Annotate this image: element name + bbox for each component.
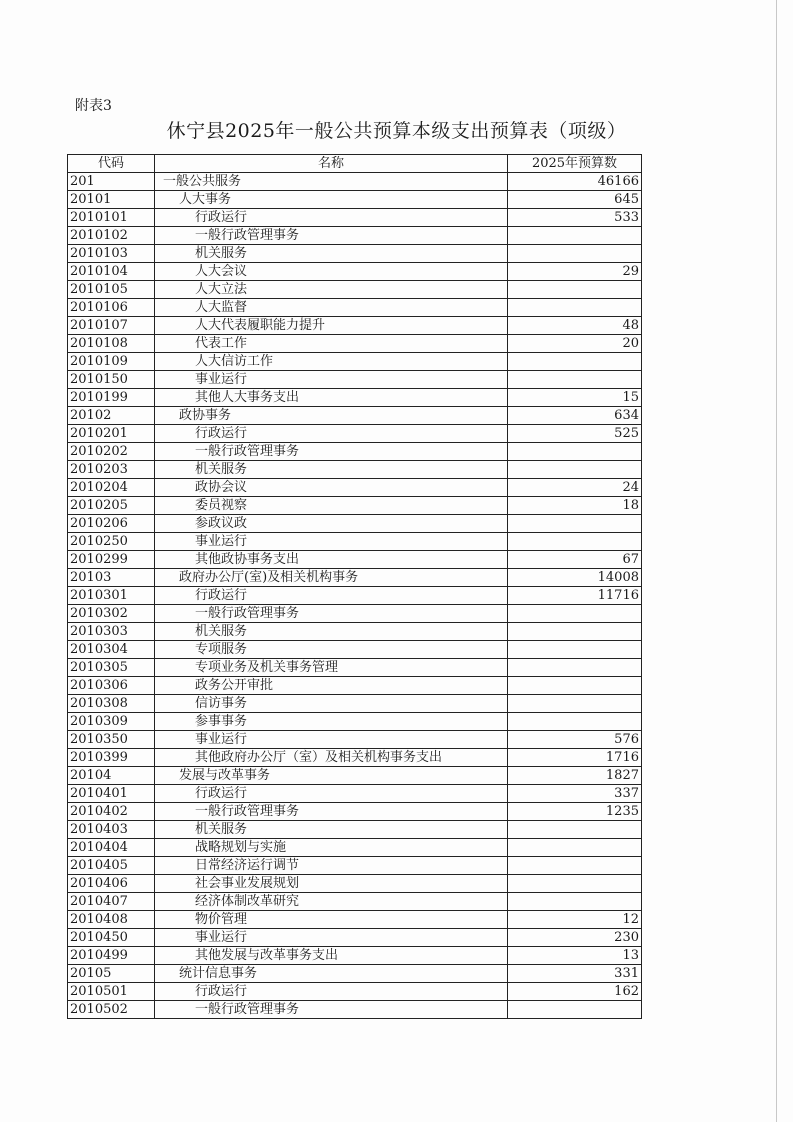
name-cell: 人大会议 bbox=[155, 263, 508, 281]
name-cell: 代表工作 bbox=[155, 335, 508, 353]
table-row bbox=[68, 497, 642, 515]
code-cell: 2010204 bbox=[68, 479, 155, 497]
code-cell: 2010309 bbox=[68, 713, 155, 731]
name-cell: 一般行政管理事务 bbox=[155, 1001, 508, 1019]
name-cell: 专项服务 bbox=[155, 641, 508, 659]
name-cell: 战略规划与实施 bbox=[155, 839, 508, 857]
amount-cell: 67 bbox=[508, 551, 642, 569]
name-cell: 政协会议 bbox=[155, 479, 508, 497]
table-row bbox=[68, 605, 642, 623]
code-cell: 2010109 bbox=[68, 353, 155, 371]
amount-cell: 576 bbox=[508, 731, 642, 749]
table-row bbox=[68, 965, 642, 983]
amount-cell: 533 bbox=[508, 209, 642, 227]
name-cell: 事业运行 bbox=[155, 533, 508, 551]
code-cell: 2010103 bbox=[68, 245, 155, 263]
name-cell: 参政议政 bbox=[155, 515, 508, 533]
name-cell: 其他人大事务支出 bbox=[155, 389, 508, 407]
code-cell: 201 bbox=[68, 173, 155, 191]
name-cell: 人大立法 bbox=[155, 281, 508, 299]
name-cell: 行政运行 bbox=[155, 785, 508, 803]
name-cell: 事业运行 bbox=[155, 371, 508, 389]
name-cell: 机关服务 bbox=[155, 821, 508, 839]
table-row bbox=[68, 623, 642, 641]
amount-cell bbox=[508, 641, 642, 659]
amount-cell bbox=[508, 623, 642, 641]
code-cell: 2010350 bbox=[68, 731, 155, 749]
name-cell: 事业运行 bbox=[155, 929, 508, 947]
table-row bbox=[68, 1001, 642, 1019]
amount-cell: 1827 bbox=[508, 767, 642, 785]
amount-cell bbox=[508, 299, 642, 317]
name-cell: 日常经济运行调节 bbox=[155, 857, 508, 875]
name-cell: 行政运行 bbox=[155, 983, 508, 1001]
name-cell: 行政运行 bbox=[155, 209, 508, 227]
table-row bbox=[68, 749, 642, 767]
code-cell: 20102 bbox=[68, 407, 155, 425]
table-row bbox=[68, 515, 642, 533]
name-cell: 一般行政管理事务 bbox=[155, 803, 508, 821]
name-cell: 人大监督 bbox=[155, 299, 508, 317]
code-cell: 20104 bbox=[68, 767, 155, 785]
name-cell: 机关服务 bbox=[155, 245, 508, 263]
name-cell: 人大信访工作 bbox=[155, 353, 508, 371]
table-row bbox=[68, 929, 642, 947]
name-cell: 机关服务 bbox=[155, 623, 508, 641]
table-row bbox=[68, 587, 642, 605]
table-row bbox=[68, 371, 642, 389]
amount-cell: 645 bbox=[508, 191, 642, 209]
code-cell: 20101 bbox=[68, 191, 155, 209]
name-cell: 一般行政管理事务 bbox=[155, 227, 508, 245]
budget-table bbox=[67, 154, 642, 1019]
amount-cell: 634 bbox=[508, 407, 642, 425]
code-cell: 2010106 bbox=[68, 299, 155, 317]
code-cell: 2010502 bbox=[68, 1001, 155, 1019]
code-cell: 2010108 bbox=[68, 335, 155, 353]
code-cell: 2010306 bbox=[68, 677, 155, 695]
code-cell: 2010305 bbox=[68, 659, 155, 677]
name-cell: 发展与改革事务 bbox=[155, 767, 508, 785]
code-cell: 2010250 bbox=[68, 533, 155, 551]
amount-cell: 48 bbox=[508, 317, 642, 335]
table-row bbox=[68, 677, 642, 695]
amount-cell bbox=[508, 713, 642, 731]
code-cell: 2010407 bbox=[68, 893, 155, 911]
table-row bbox=[68, 353, 642, 371]
code-cell: 2010105 bbox=[68, 281, 155, 299]
table-row bbox=[68, 983, 642, 1001]
amount-cell bbox=[508, 443, 642, 461]
table-row bbox=[68, 659, 642, 677]
amount-cell: 18 bbox=[508, 497, 642, 515]
code-cell: 2010401 bbox=[68, 785, 155, 803]
column-header-amount: 2025年预算数 bbox=[508, 155, 642, 173]
table-row bbox=[68, 641, 642, 659]
page-title: 休宁县2025年一般公共预算本级支出预算表（项级） bbox=[166, 120, 627, 142]
table-row bbox=[68, 893, 642, 911]
amount-cell bbox=[508, 605, 642, 623]
table-row bbox=[68, 443, 642, 461]
name-cell: 其他发展与改革事务支出 bbox=[155, 947, 508, 965]
code-cell: 2010399 bbox=[68, 749, 155, 767]
table-row bbox=[68, 425, 642, 443]
amount-cell: 13 bbox=[508, 947, 642, 965]
table-row bbox=[68, 191, 642, 209]
attachment-label: 附表3 bbox=[75, 98, 112, 114]
amount-cell: 337 bbox=[508, 785, 642, 803]
code-cell: 2010405 bbox=[68, 857, 155, 875]
amount-cell: 230 bbox=[508, 929, 642, 947]
name-cell: 其他政协事务支出 bbox=[155, 551, 508, 569]
name-cell: 其他政府办公厅（室）及相关机构事务支出 bbox=[155, 749, 508, 767]
amount-cell: 12 bbox=[508, 911, 642, 929]
amount-cell bbox=[508, 515, 642, 533]
table-row bbox=[68, 317, 642, 335]
table-row bbox=[68, 731, 642, 749]
table-row bbox=[68, 569, 642, 587]
name-cell: 委员视察 bbox=[155, 497, 508, 515]
table-row bbox=[68, 803, 642, 821]
amount-cell bbox=[508, 353, 642, 371]
table-row bbox=[68, 875, 642, 893]
table-row bbox=[68, 209, 642, 227]
amount-cell bbox=[508, 371, 642, 389]
amount-cell bbox=[508, 677, 642, 695]
name-cell: 行政运行 bbox=[155, 425, 508, 443]
table-row bbox=[68, 263, 642, 281]
name-cell: 社会事业发展规划 bbox=[155, 875, 508, 893]
table-body bbox=[68, 173, 642, 1019]
name-cell: 政协事务 bbox=[155, 407, 508, 425]
amount-cell: 24 bbox=[508, 479, 642, 497]
code-cell: 2010104 bbox=[68, 263, 155, 281]
code-cell: 20105 bbox=[68, 965, 155, 983]
code-cell: 2010308 bbox=[68, 695, 155, 713]
amount-cell: 1235 bbox=[508, 803, 642, 821]
page-edge bbox=[776, 0, 777, 1122]
code-cell: 2010301 bbox=[68, 587, 155, 605]
code-cell: 2010206 bbox=[68, 515, 155, 533]
code-cell: 2010201 bbox=[68, 425, 155, 443]
amount-cell bbox=[508, 875, 642, 893]
name-cell: 参事事务 bbox=[155, 713, 508, 731]
code-cell: 2010199 bbox=[68, 389, 155, 407]
name-cell: 事业运行 bbox=[155, 731, 508, 749]
name-cell: 人大代表履职能力提升 bbox=[155, 317, 508, 335]
amount-cell bbox=[508, 695, 642, 713]
name-cell: 信访事务 bbox=[155, 695, 508, 713]
table-row bbox=[68, 461, 642, 479]
table-row bbox=[68, 947, 642, 965]
code-cell: 2010403 bbox=[68, 821, 155, 839]
code-cell: 2010205 bbox=[68, 497, 155, 515]
name-cell: 政务公开审批 bbox=[155, 677, 508, 695]
table-row bbox=[68, 551, 642, 569]
amount-cell bbox=[508, 281, 642, 299]
amount-cell: 525 bbox=[508, 425, 642, 443]
column-header-name: 名称 bbox=[155, 155, 508, 173]
name-cell: 物价管理 bbox=[155, 911, 508, 929]
amount-cell: 14008 bbox=[508, 569, 642, 587]
amount-cell: 29 bbox=[508, 263, 642, 281]
name-cell: 专项业务及机关事务管理 bbox=[155, 659, 508, 677]
table-row bbox=[68, 227, 642, 245]
code-cell: 2010203 bbox=[68, 461, 155, 479]
code-cell: 2010404 bbox=[68, 839, 155, 857]
amount-cell bbox=[508, 821, 642, 839]
amount-cell bbox=[508, 533, 642, 551]
table-row bbox=[68, 335, 642, 353]
amount-cell: 20 bbox=[508, 335, 642, 353]
amount-cell bbox=[508, 461, 642, 479]
table-row bbox=[68, 299, 642, 317]
code-cell: 2010499 bbox=[68, 947, 155, 965]
name-cell: 经济体制改革研究 bbox=[155, 893, 508, 911]
table-row bbox=[68, 767, 642, 785]
name-cell: 一般行政管理事务 bbox=[155, 443, 508, 461]
table-row bbox=[68, 173, 642, 191]
amount-cell: 1716 bbox=[508, 749, 642, 767]
table-row bbox=[68, 281, 642, 299]
table-row bbox=[68, 533, 642, 551]
code-cell: 2010408 bbox=[68, 911, 155, 929]
amount-cell bbox=[508, 227, 642, 245]
code-cell: 2010501 bbox=[68, 983, 155, 1001]
amount-cell: 162 bbox=[508, 983, 642, 1001]
table-row bbox=[68, 695, 642, 713]
column-header-code: 代码 bbox=[68, 155, 155, 173]
name-cell: 人大事务 bbox=[155, 191, 508, 209]
code-cell: 2010107 bbox=[68, 317, 155, 335]
amount-cell: 15 bbox=[508, 389, 642, 407]
amount-cell bbox=[508, 1001, 642, 1019]
code-cell: 2010406 bbox=[68, 875, 155, 893]
amount-cell bbox=[508, 839, 642, 857]
name-cell: 政府办公厅(室)及相关机构事务 bbox=[155, 569, 508, 587]
code-cell: 2010304 bbox=[68, 641, 155, 659]
amount-cell: 46166 bbox=[508, 173, 642, 191]
code-cell: 2010402 bbox=[68, 803, 155, 821]
code-cell: 2010450 bbox=[68, 929, 155, 947]
code-cell: 2010102 bbox=[68, 227, 155, 245]
table-row bbox=[68, 389, 642, 407]
table-row bbox=[68, 911, 642, 929]
code-cell: 2010101 bbox=[68, 209, 155, 227]
name-cell: 一般公共服务 bbox=[155, 173, 508, 191]
name-cell: 行政运行 bbox=[155, 587, 508, 605]
code-cell: 20103 bbox=[68, 569, 155, 587]
code-cell: 2010303 bbox=[68, 623, 155, 641]
table-row bbox=[68, 245, 642, 263]
table-header-row bbox=[68, 155, 642, 173]
code-cell: 2010302 bbox=[68, 605, 155, 623]
amount-cell bbox=[508, 659, 642, 677]
table-row bbox=[68, 821, 642, 839]
table-row bbox=[68, 839, 642, 857]
amount-cell: 331 bbox=[508, 965, 642, 983]
amount-cell: 11716 bbox=[508, 587, 642, 605]
name-cell: 统计信息事务 bbox=[155, 965, 508, 983]
amount-cell bbox=[508, 245, 642, 263]
table-row bbox=[68, 407, 642, 425]
name-cell: 一般行政管理事务 bbox=[155, 605, 508, 623]
code-cell: 2010150 bbox=[68, 371, 155, 389]
code-cell: 2010202 bbox=[68, 443, 155, 461]
table-row bbox=[68, 785, 642, 803]
amount-cell bbox=[508, 893, 642, 911]
code-cell: 2010299 bbox=[68, 551, 155, 569]
table-row bbox=[68, 479, 642, 497]
name-cell: 机关服务 bbox=[155, 461, 508, 479]
table-row bbox=[68, 857, 642, 875]
table-row bbox=[68, 713, 642, 731]
amount-cell bbox=[508, 857, 642, 875]
